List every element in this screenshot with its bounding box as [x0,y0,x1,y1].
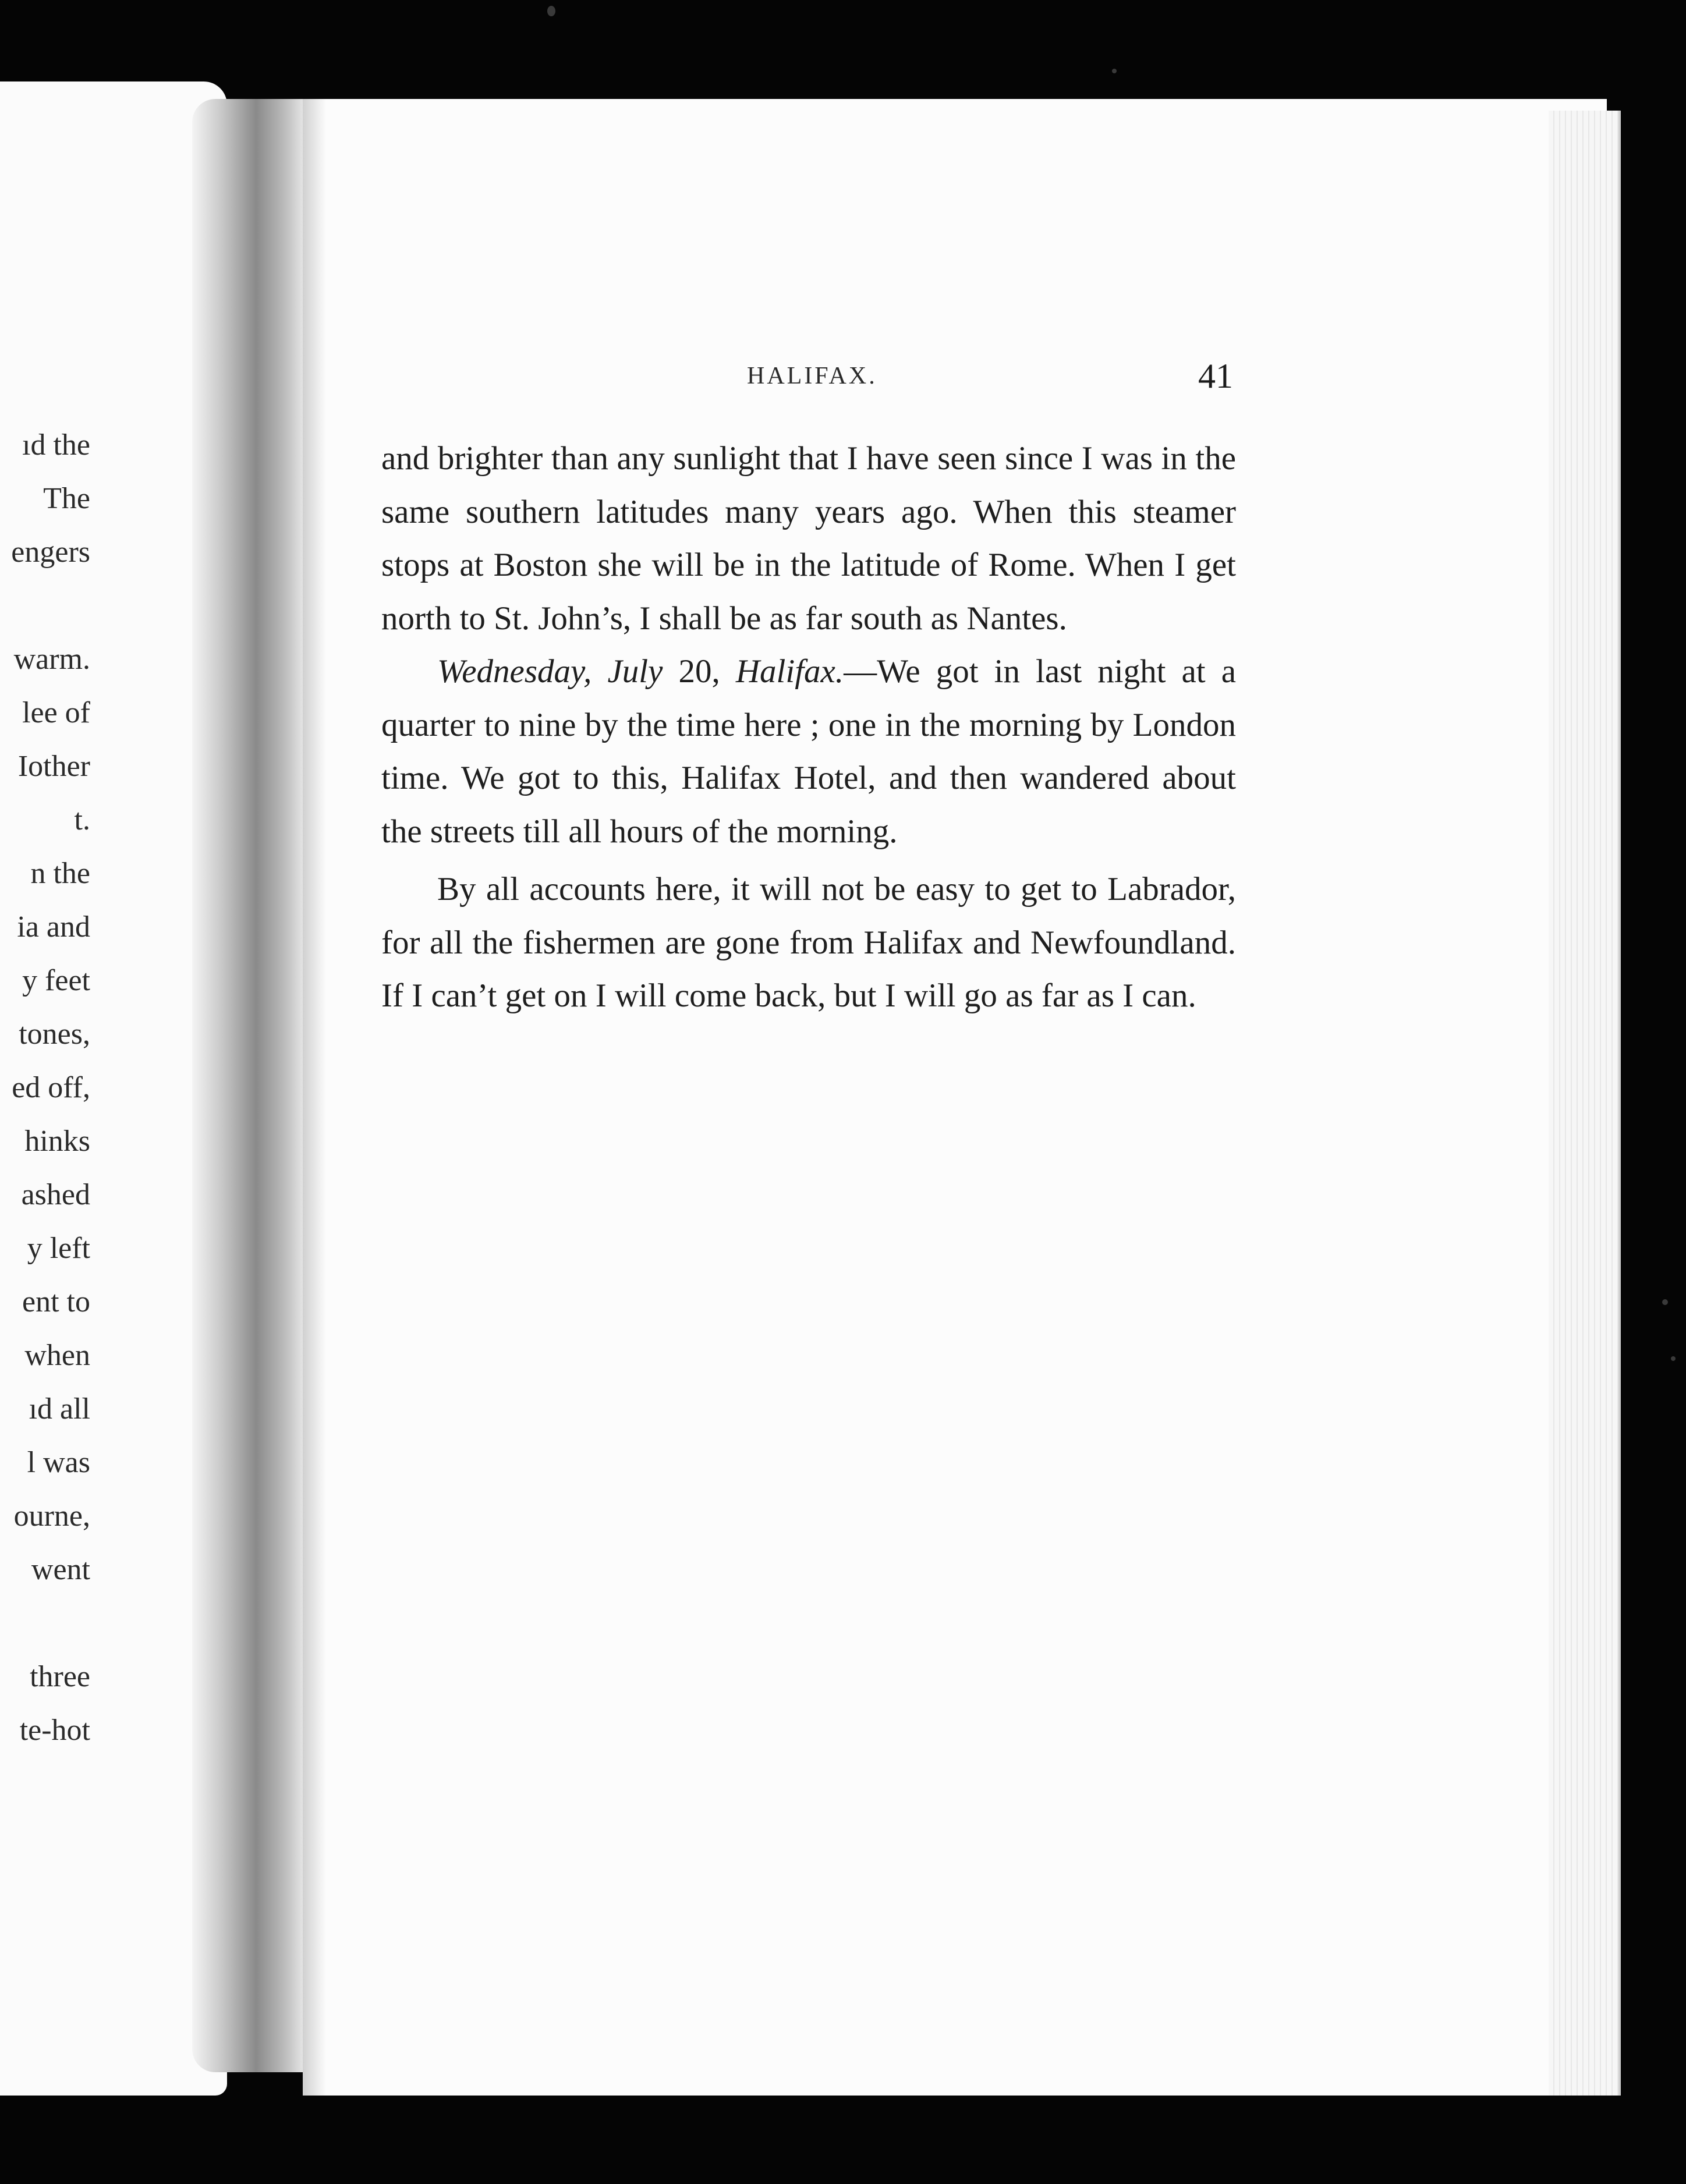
left-page-line: ourne, [13,1499,90,1533]
dateline-number: 20, [663,653,736,690]
page-edges [1549,111,1621,2096]
left-page-line: warm. [13,643,90,676]
left-page-line: engers [11,536,90,569]
left-page-line: t. [74,803,90,836]
left-page-line: hinks [24,1125,90,1158]
paragraph-2-text: —We got in last night at a quarter to nine by the time here ; one in the morning by London time. We got to this, Halifax Hotel, and then wandered about the streets till all hours of the morning. [381,653,1237,850]
running-head: HALIFAX. [747,363,877,389]
left-page-line: Iother [17,750,90,783]
left-page-line: went [31,1553,90,1586]
left-page-line: ent to [22,1285,90,1318]
left-page-line: n the [30,857,90,890]
left-page-line: when [24,1339,90,1372]
left-page-line: ed off, [12,1071,90,1104]
paragraph-3-text: By all accounts here, it will not be easy to get to Labrador, for all the fishermen are gone from Halifax and Newfoundland. If I can’t get on I will come back, but I will go as far as I can. [381,871,1236,1014]
left-page-line: ıd all [29,1392,90,1426]
left-page-line: te-hot [19,1714,90,1747]
paragraph-2 [381,645,1236,858]
left-page-line: lee of [22,696,90,729]
paragraph-3 [381,863,1236,1023]
left-page-line: l was [27,1446,90,1479]
left-page-line: ıd the [22,428,90,462]
page-number: 41 [1198,357,1233,395]
scan-speck [1662,1299,1668,1305]
left-page-line: The [43,482,90,515]
scan-speck [547,6,555,16]
paragraph-1 [381,432,1236,645]
page-body [381,432,1236,1023]
scan-speck [1671,1356,1676,1361]
left-page-line: tones, [19,1017,90,1051]
page-inner-shadow [303,99,326,2096]
left-page-line: three [30,1660,90,1693]
book-gutter-shadow [192,99,309,2072]
scan-speck [1112,69,1117,73]
right-page [303,99,1607,2096]
left-page-line: y left [27,1232,90,1265]
left-page-line: ashed [21,1178,90,1211]
left-page-line: ia and [17,910,90,944]
dateline-day: Wednesday, July [437,653,663,690]
paragraph-1-text: and brighter than any sunlight that I have seen since I was in the same southern latitudes many years ago. When this steamer stops at Boston she will be in the latitude of Rome. When I get north to St. John’s, I shall be as far south as Nantes. [381,440,1236,637]
left-page-line: y feet [22,964,90,997]
dateline-place: Halifax. [735,653,844,690]
